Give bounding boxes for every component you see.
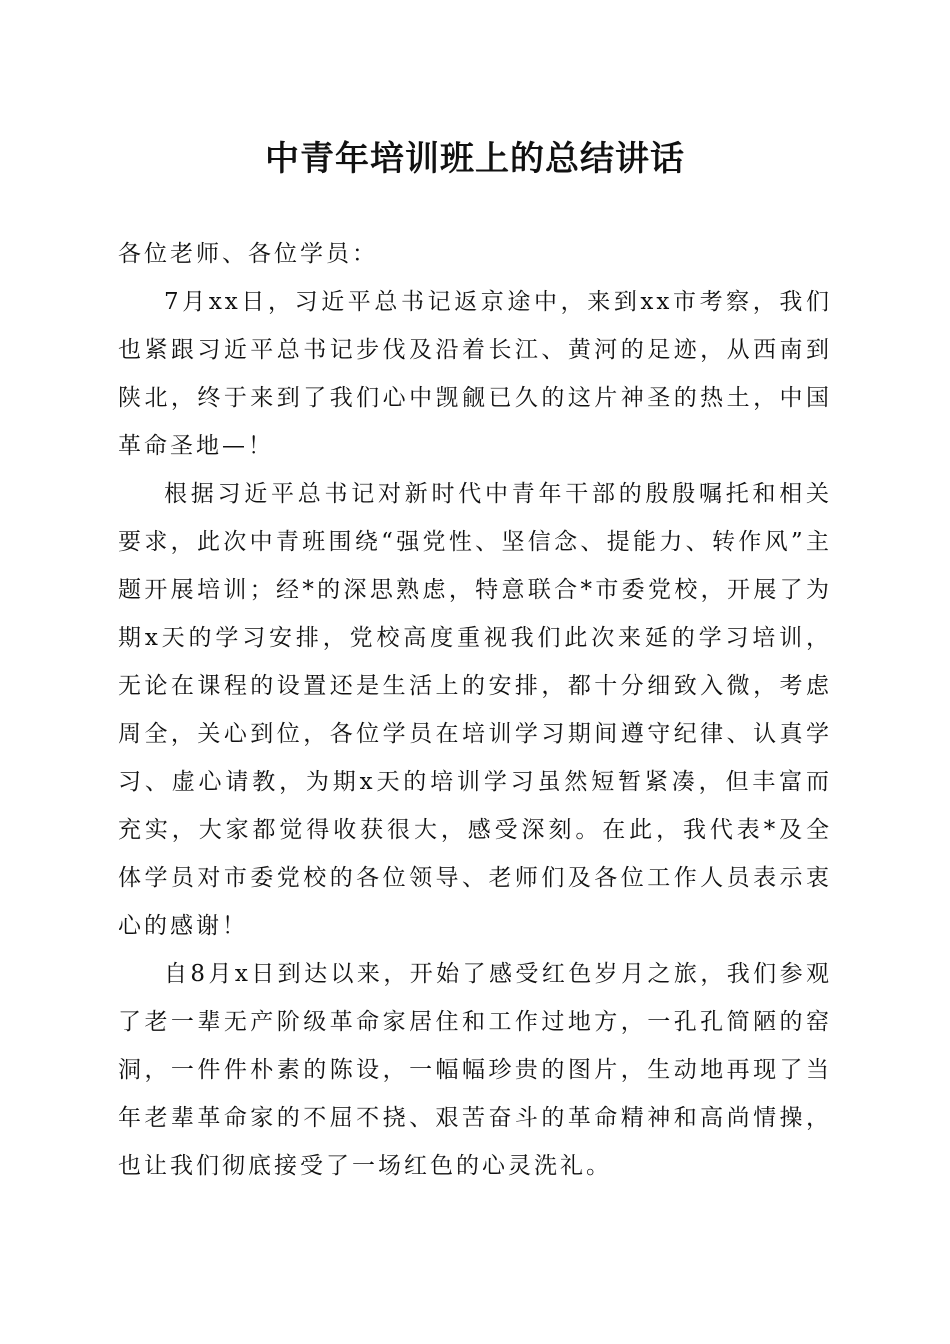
salutation: 各位老师、各位学员： (118, 241, 378, 267)
document-body (118, 230, 832, 1190)
paragraph-3: 自8月x日到达以来，开始了感受红色岁月之旅，我们参观了老一辈无产阶级革命家居住和工作过地方，一孔孔简陋的窑洞，一件件朴素的陈设，一幅幅珍贵的图片，生动地再现了当年老辈革命家的不屈不挠、艰苦奋斗的革命精神和高尚情操，也让我们彻底接受了一场红色的心灵洗礼。 (118, 961, 832, 1179)
paragraph-2: 根据习近平总书记对新时代中青年干部的殷殷嘱托和相关要求，此次中青班围绕“强党性、坚信念、提能力、转作风”主题开展培训；经*的深思熟虑，特意联合*市委党校，开展了为期x天的学习安排，党校高度重视我们此次来延的学习培训，无论在课程的设置还是生活上的安排，都十分细致入微，考虑周全，关心到位，各位学员在培训学习期间遵守纪律、认真学习、虚心请教，为期x天的培训学习虽然短暂紧凑，但丰富而充实，大家都觉得收获很大，感受深刻。在此，我代表*及全体学员对市委党校的各位领导、老师们及各位工作人员表示衷心的感谢！ (118, 481, 832, 939)
document-title: 中青年培训班上的总结讲话 (265, 139, 685, 179)
paragraph-1: 7月xx日，习近平总书记返京途中，来到xx市考察，我们也紧跟习近平总书记步伐及沿着长江、黄河的足迹，从西南到陕北，终于来到了我们心中觊觎已久的这片神圣的热土，中国革命圣地—！ (118, 289, 832, 459)
